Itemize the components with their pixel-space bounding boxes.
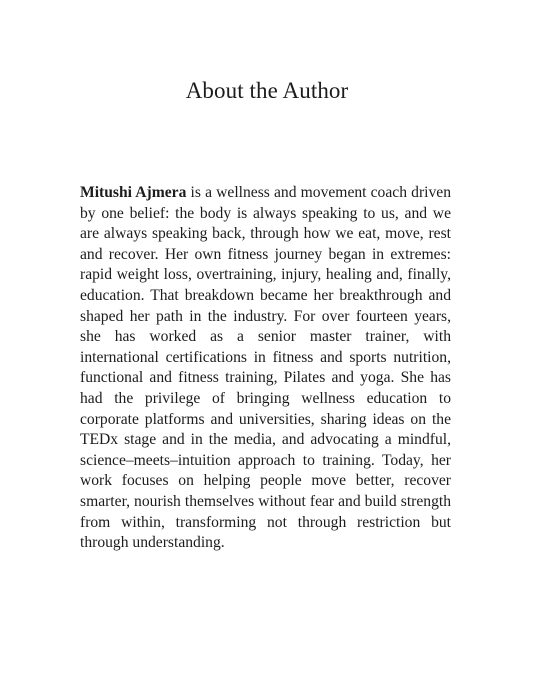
page-title: About the Author (185, 78, 349, 103)
author-bio-text: is a wellness and movement coach driven by one belief: the body is always speaking to us, and we are always speaking back, through how we eat, move, rest and recover. Her own fitness journey began in extremes: rapid weight loss, overtraining, injury, healing and, finally, education. That breakdown became her breakthrough and shaped her path in the industry. For over fourteen years, she has worked as a senior master trainer, with international certifications in fitness and sports nutrition, functional and fitness training, Pilates and yoga. She has had the privilege of bringing wellness education to corporate platforms and universities, sharing ideas on the TEDx stage and in the media, and advocating a mindful, science–meets–intuition approach to training. Today, her work focuses on helping people move better, recover smarter, nourish themselves without fear and build strength from within, transforming not through restriction but through understanding. (80, 184, 451, 552)
author-name: Mitushi Ajmera (80, 184, 187, 201)
author-bio (80, 183, 451, 554)
